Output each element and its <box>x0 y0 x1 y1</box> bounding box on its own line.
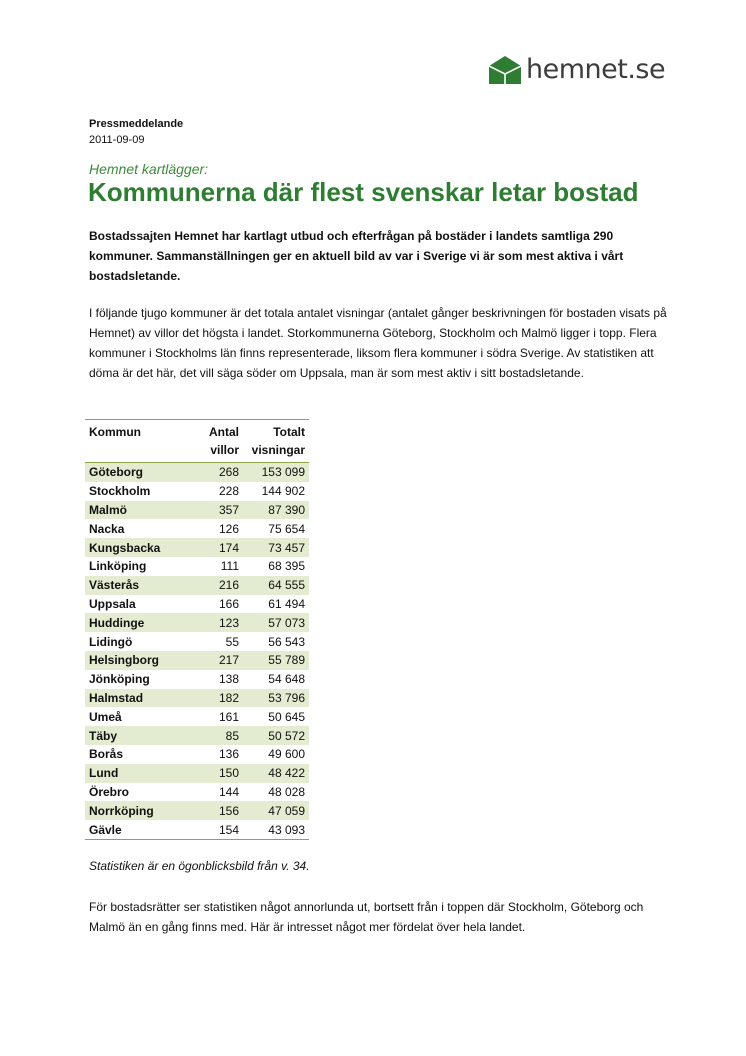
cell-villor: 123 <box>191 613 243 632</box>
cell-villor: 111 <box>220 559 239 574</box>
cell-visningar: 43 093 <box>268 822 305 837</box>
cell-visningar: 55 789 <box>243 651 309 670</box>
cell-villor: 174 <box>191 538 243 557</box>
cell-kommun: Uppsala <box>89 596 136 611</box>
body-paragraph-1: I följande tjugo kommuner är det totala antalet visningar (antalet gånger beskrivningen för bostaden visats på Hemnet) av villor det högsta i landet. Storkommunerna Göteborg, Stockholm och Malmö ligger i topp. Flera kommuner i Stockholms län finns representerade, liksom flera kommuner i södra Sverige. Av statistiken att döma är det här, det vill säga söder om Uppsala, man är som mest aktiv i sitt bostadsletande. <box>89 306 667 380</box>
cell-visningar: 47 059 <box>243 801 309 820</box>
cell-villor: 161 <box>218 709 239 724</box>
cell-visningar: 144 902 <box>261 484 305 499</box>
table-row <box>85 595 309 614</box>
cell-villor: 357 <box>191 501 243 520</box>
table-row <box>85 820 309 839</box>
table-row <box>85 501 309 520</box>
cell-visningar: 61 494 <box>268 596 305 611</box>
table-header-row <box>85 420 309 463</box>
table-row <box>85 689 309 708</box>
table-row <box>85 651 309 670</box>
house-icon <box>488 54 522 86</box>
statistics-note: Statistiken är en ögonblicksbild från v. 34. <box>89 859 310 873</box>
release-date: 2011-09-09 <box>89 134 145 146</box>
table-body <box>85 463 309 840</box>
cell-kommun: Kungsbacka <box>85 538 191 557</box>
cell-visningar: 48 422 <box>243 764 309 783</box>
table-row <box>85 557 309 576</box>
cell-visningar: 56 543 <box>268 634 305 649</box>
cell-villor: 150 <box>191 764 243 783</box>
cell-villor: 136 <box>218 747 239 762</box>
cell-visningar: 75 654 <box>268 521 305 536</box>
cell-villor: 156 <box>191 801 243 820</box>
cell-kommun: Gävle <box>89 822 122 837</box>
cell-kommun: Göteborg <box>85 463 191 482</box>
cell-kommun: Huddinge <box>85 613 191 632</box>
cell-kommun: Nacka <box>89 521 125 536</box>
cell-kommun: Lund <box>85 764 191 783</box>
cell-villor: 144 <box>218 784 239 799</box>
cell-kommun: Helsingborg <box>85 651 191 670</box>
cell-kommun: Täby <box>85 726 191 745</box>
cell-kommun: Örebro <box>89 784 130 799</box>
cell-visningar: 73 457 <box>243 538 309 557</box>
cell-visningar: 64 555 <box>243 576 309 595</box>
table-row <box>85 783 309 802</box>
page-title: Kommunerna där flest svenskar letar bostad <box>88 177 639 207</box>
cell-visningar: 49 600 <box>268 747 305 762</box>
cell-kommun: Umeå <box>89 709 122 724</box>
table-row <box>85 726 309 745</box>
cell-visningar: 48 028 <box>268 784 305 799</box>
cell-villor: 154 <box>218 822 239 837</box>
header-totalt-visningar: Totalt visningar <box>251 425 305 457</box>
cell-kommun: Malmö <box>85 501 191 520</box>
cell-visningar: 54 648 <box>268 672 305 687</box>
cell-kommun: Jönköping <box>89 672 150 687</box>
cell-villor: 182 <box>191 689 243 708</box>
cell-villor: 55 <box>225 634 239 649</box>
cell-kommun: Linköping <box>89 559 147 574</box>
table-row <box>85 745 309 764</box>
hemnet-logo <box>488 52 665 88</box>
cell-visningar: 50 572 <box>243 726 309 745</box>
cell-kommun: Lidingö <box>89 634 133 649</box>
cell-visningar: 87 390 <box>243 501 309 520</box>
cell-villor: 85 <box>191 726 243 745</box>
lead-paragraph: Bostadssajten Hemnet har kartlagt utbud och efterfrågan på bostäder i landets samtliga 290 kommuner. Sammanställningen ger en aktuell bild av var i Sverige vi är som mest aktiva i vårt bostadsletande. <box>89 229 624 283</box>
cell-visningar: 153 099 <box>243 463 309 482</box>
kicker: Hemnet kartlägger: <box>89 161 209 177</box>
body-paragraph-2: För bostadsrätter ser statistiken något annorlunda ut, bortsett från i toppen där Stockholm, Göteborg och Malmö än en gång finns med. Här är intresset något mer fördelat över hela landet. <box>89 900 644 934</box>
cell-visningar: 53 796 <box>243 689 309 708</box>
cell-villor: 217 <box>191 651 243 670</box>
cell-villor: 126 <box>218 521 239 536</box>
cell-visningar: 50 645 <box>268 709 305 724</box>
cell-kommun: Borås <box>89 747 124 762</box>
table-row <box>85 632 309 651</box>
cell-villor: 166 <box>218 596 239 611</box>
municipality-table <box>85 419 309 840</box>
cell-kommun: Norrköping <box>85 801 191 820</box>
table-row <box>85 670 309 689</box>
cell-kommun: Stockholm <box>89 484 151 499</box>
cell-villor: 216 <box>191 576 243 595</box>
cell-villor: 268 <box>191 463 243 482</box>
header-antal-villor: Antal villor <box>209 425 239 457</box>
table-row <box>85 707 309 726</box>
table-row <box>85 576 309 595</box>
cell-villor: 228 <box>218 484 239 499</box>
table-row <box>85 801 309 820</box>
cell-villor: 138 <box>218 672 239 687</box>
header-kommun: Kommun <box>89 425 141 439</box>
press-release-label: Pressmeddelande <box>89 118 184 130</box>
table-row <box>85 482 309 501</box>
table-row <box>85 463 309 482</box>
table-row <box>85 519 309 538</box>
table-row <box>85 764 309 783</box>
cell-kommun: Västerås <box>85 576 191 595</box>
table-row <box>85 613 309 632</box>
cell-kommun: Halmstad <box>85 689 191 708</box>
cell-visningar: 57 073 <box>243 613 309 632</box>
logo-wordmark: hemnet.se <box>526 54 666 85</box>
cell-visningar: 68 395 <box>268 559 305 574</box>
table-row <box>85 538 309 557</box>
